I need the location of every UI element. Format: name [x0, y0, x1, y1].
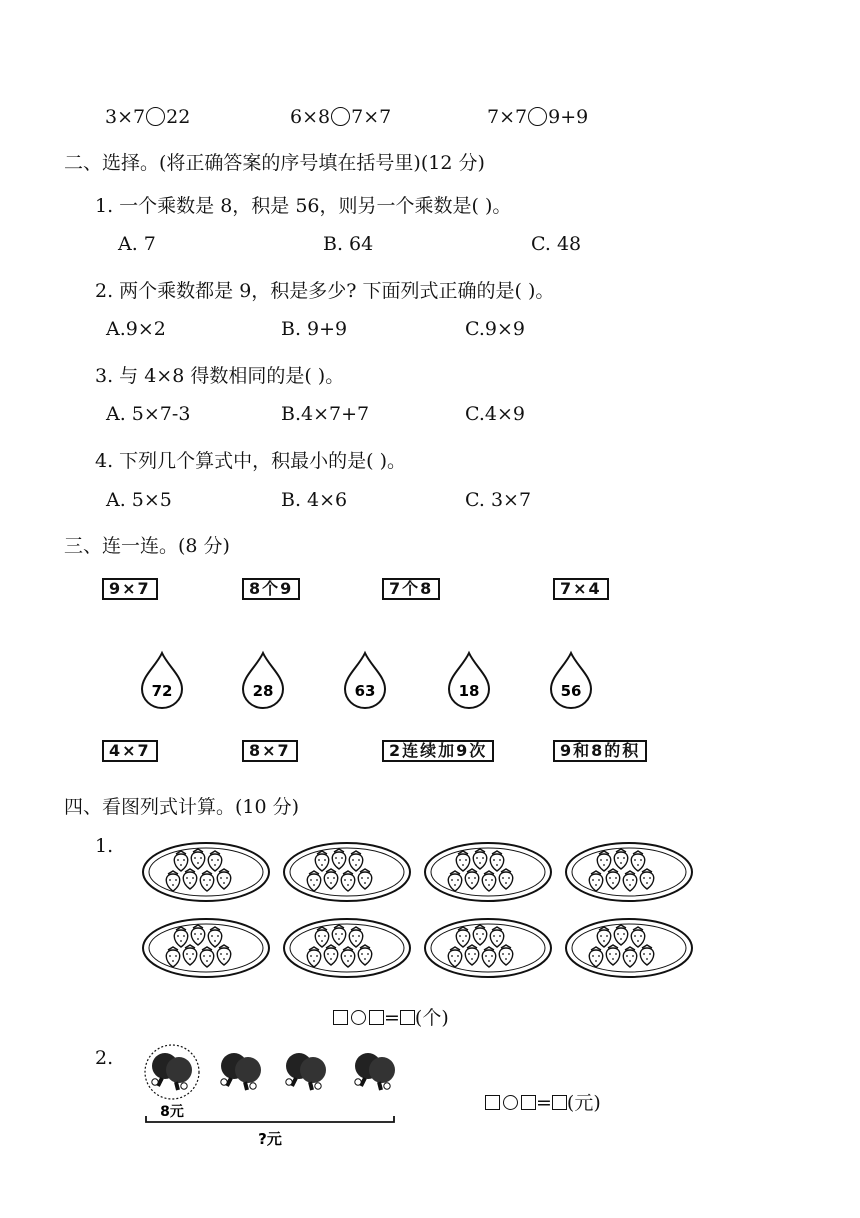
ping-pong-paddle-pair	[221, 1053, 261, 1090]
question-1-text: 1. 一个乘数是 8，积是 56，则另一个乘数是( )。	[95, 195, 512, 217]
problem-2-number: 2.	[95, 1047, 114, 1069]
svg-text:8元: 8元	[160, 1104, 184, 1120]
question-2-option-c[interactable]: C.9×9	[465, 318, 525, 340]
strawberry-plate	[281, 840, 413, 904]
answer-box[interactable]	[400, 1010, 415, 1025]
number-drop[interactable]	[548, 650, 594, 710]
compare-circle[interactable]	[331, 107, 350, 126]
question-4-text: 4. 下列几个算式中，积最小的是( )。	[95, 450, 407, 472]
formula-2: = (元)	[485, 1088, 601, 1115]
top-box-2[interactable]: 8个9	[242, 578, 300, 600]
comparison-2: 6×8 7×7	[290, 106, 392, 128]
question-1-option-b[interactable]: B. 64	[323, 233, 374, 255]
strawberry-plates	[140, 838, 670, 988]
question-3-option-a[interactable]: A. 5×7-3	[106, 403, 191, 425]
bottom-box-4[interactable]: 9和8的积	[553, 740, 647, 762]
bottom-box-1[interactable]: 4×7	[102, 740, 158, 762]
question-3-option-c[interactable]: C.4×9	[465, 403, 525, 425]
ping-pong-paddle-pair	[355, 1053, 395, 1090]
problem-1-number: 1.	[95, 835, 114, 857]
bottom-box-3[interactable]: 2连续加9次	[382, 740, 494, 762]
answer-box[interactable]	[521, 1095, 536, 1110]
question-4-option-a[interactable]: A. 5×5	[106, 489, 172, 511]
top-box-1[interactable]: 9×7	[102, 578, 158, 600]
question-3-text: 3. 与 4×8 得数相同的是( )。	[95, 365, 345, 387]
svg-text:72: 72	[151, 682, 173, 700]
answer-box[interactable]	[552, 1095, 567, 1110]
ping-pong-paddles-illustration	[138, 1042, 408, 1152]
bottom-box-2[interactable]: 8×7	[242, 740, 298, 762]
number-drop[interactable]	[446, 650, 492, 710]
top-box-4[interactable]: 7×4	[553, 578, 609, 600]
section-2-title: 二、选择。(将正确答案的序号填在括号里)(12 分)	[64, 152, 485, 174]
section-3-title: 三、连一连。(8 分)	[64, 535, 230, 557]
ping-pong-paddle-pair	[286, 1053, 326, 1090]
unit-label: (个)	[414, 1007, 449, 1029]
svg-text:28: 28	[252, 682, 274, 700]
ping-pong-paddle-pair	[152, 1053, 192, 1090]
question-4-option-c[interactable]: C. 3×7	[465, 489, 532, 511]
question-1-option-c[interactable]: C. 48	[531, 233, 582, 255]
question-2-option-a[interactable]: A.9×2	[106, 318, 166, 340]
question-4-option-b[interactable]: B. 4×6	[281, 489, 348, 511]
comparison-row	[0, 106, 860, 134]
svg-text:56: 56	[560, 682, 582, 700]
top-box-3[interactable]: 7个8	[382, 578, 440, 600]
answer-box[interactable]	[485, 1095, 500, 1110]
number-drop[interactable]	[342, 650, 388, 710]
svg-text:?元: ?元	[258, 1130, 282, 1148]
strawberry-plate	[422, 840, 554, 904]
number-drop[interactable]	[240, 650, 286, 710]
number-drop[interactable]	[139, 650, 185, 710]
svg-text:63: 63	[354, 682, 376, 700]
strawberry-plate	[422, 916, 554, 980]
unit-label: (元)	[566, 1092, 601, 1114]
strawberry-plate	[563, 840, 695, 904]
question-2-text: 2. 两个乘数都是 9，积是多少? 下面列式正确的是( )。	[95, 280, 555, 302]
comparison-1: 3×7 22	[105, 106, 191, 128]
svg-text:18: 18	[458, 682, 480, 700]
strawberry-plate	[140, 840, 272, 904]
strawberry-plate	[563, 916, 695, 980]
question-1-option-a[interactable]: A. 7	[118, 233, 156, 255]
question-3-option-b[interactable]: B.4×7+7	[281, 403, 370, 425]
answer-box[interactable]	[333, 1010, 348, 1025]
operator-circle[interactable]	[351, 1010, 366, 1025]
formula-1: = (个)	[333, 1003, 449, 1030]
strawberry-plate	[281, 916, 413, 980]
compare-circle[interactable]	[528, 107, 547, 126]
strawberry-plate	[140, 916, 272, 980]
compare-circle[interactable]	[146, 107, 165, 126]
question-2-option-b[interactable]: B. 9+9	[281, 318, 348, 340]
operator-circle[interactable]	[503, 1095, 518, 1110]
answer-box[interactable]	[369, 1010, 384, 1025]
comparison-3: 7×7 9+9	[487, 106, 589, 128]
section-4-title: 四、看图列式计算。(10 分)	[64, 796, 300, 818]
